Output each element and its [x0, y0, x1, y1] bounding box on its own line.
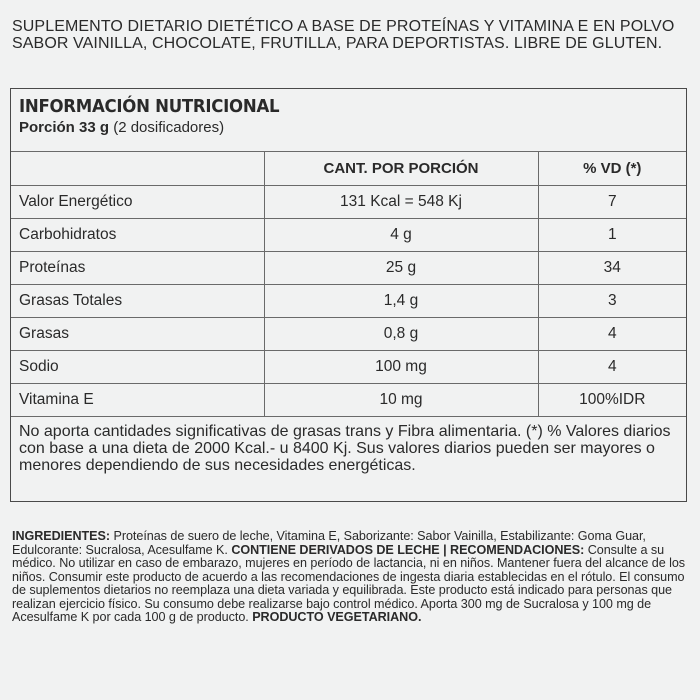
portion-label: Porción 33 g	[19, 119, 110, 136]
ingredients-label: INGREDIENTES:	[12, 529, 111, 543]
vd-column-header: % VD (*)	[538, 152, 686, 185]
nutrient-vd: 7	[538, 185, 686, 218]
ingredients-block	[12, 530, 690, 625]
table-row	[11, 284, 686, 317]
nutrient-amount: 10 mg	[264, 383, 538, 416]
nutrient-amount: 100 mg	[264, 350, 538, 383]
nutrient-vd: 34	[538, 251, 686, 284]
table-row	[11, 251, 686, 284]
nutrient-amount: 0,8 g	[264, 317, 538, 350]
product-description: SUPLEMENTO DIETARIO DIETÉTICO A BASE DE PROTEÍNAS Y VITAMINA E EN POLVO SABOR VAINILLA, CHOCOLATE, FRUTILLA, PARA DEPORTISTAS. LIBRE DE GLUTEN.	[12, 18, 675, 52]
nutrition-footnote: No aporta cantidades significativas de grasas trans y Fibra alimentaria. (*) % Valores diarios con base a una dieta de 2000 Kcal.- u 8400 Kj. Sus valores diarios pueden ser mayores o menores dependiendo de sus necesidades energéticas.	[19, 422, 671, 474]
nutrient-vd: 1	[538, 218, 686, 251]
amount-column-header: CANT. POR PORCIÓN	[264, 152, 538, 185]
nutrition-header	[11, 89, 686, 152]
table-row	[11, 350, 686, 383]
nutrient-name: Vitamina E	[11, 383, 264, 416]
table-row	[11, 185, 686, 218]
nutrient-name: Grasas	[11, 317, 264, 350]
nutrient-name: Grasas Totales	[11, 284, 264, 317]
dairy-warning: CONTIENE DERIVADOS DE LECHE | RECOMENDACIONES:	[231, 542, 585, 557]
vegetarian-label: PRODUCTO VEGETARIANO.	[252, 610, 422, 624]
nutrient-vd: 4	[538, 317, 686, 350]
nutrient-vd: 100%IDR	[538, 383, 686, 416]
nutrient-amount: 25 g	[264, 251, 538, 284]
portion-line	[19, 119, 686, 137]
nutrient-amount: 4 g	[264, 218, 538, 251]
nutrient-vd: 3	[538, 284, 686, 317]
ingredients-text: Proteínas de suero de leche, Vitamina E, Saborizante: Sabor Vainilla, Estabilizante: Goma Guar, Edulcorante: Sucralosa, Acesulfame K.	[12, 529, 646, 557]
table-header-row	[11, 152, 686, 185]
nutrient-name: Proteínas	[11, 251, 264, 284]
nutrient-vd: 4	[538, 350, 686, 383]
nutrition-title: INFORMACIÓN NUTRICIONAL	[19, 96, 280, 117]
portion-detail: (2 dosificadores)	[113, 119, 225, 136]
recommendations-text: Consulte a su médico. No utilizar en caso de embarazo, mujeres en período de lactancia, ni en niños. Mantener fuera del alcance de los niños. Consumir este producto de acuerdo a las recomendaciones de ingesta diaria establecidas en el rótulo. El consumo de suplementos dietarios no reemplaza una dieta variada y equilibrada. Este producto está indicado para personas que realizan ejercicio físico. Su consumo debe realizarse bajo control médico. Aporta 300 mg de Sucralosa y 100 mg de Acesulfame K por cada 100 g de producto.	[12, 542, 686, 624]
table-row	[11, 218, 686, 251]
nutrient-name: Valor Energético	[11, 185, 264, 218]
nutrient-amount: 1,4 g	[264, 284, 538, 317]
nutrient-amount: 131 Kcal = 548 Kj	[264, 185, 538, 218]
nutrition-facts-panel	[10, 88, 687, 502]
table-row	[11, 317, 686, 350]
nutrient-name: Sodio	[11, 350, 264, 383]
table-row	[11, 383, 686, 416]
nutrient-column-header	[11, 152, 264, 185]
nutrition-table	[11, 152, 686, 417]
nutrient-name: Carbohidratos	[11, 218, 264, 251]
